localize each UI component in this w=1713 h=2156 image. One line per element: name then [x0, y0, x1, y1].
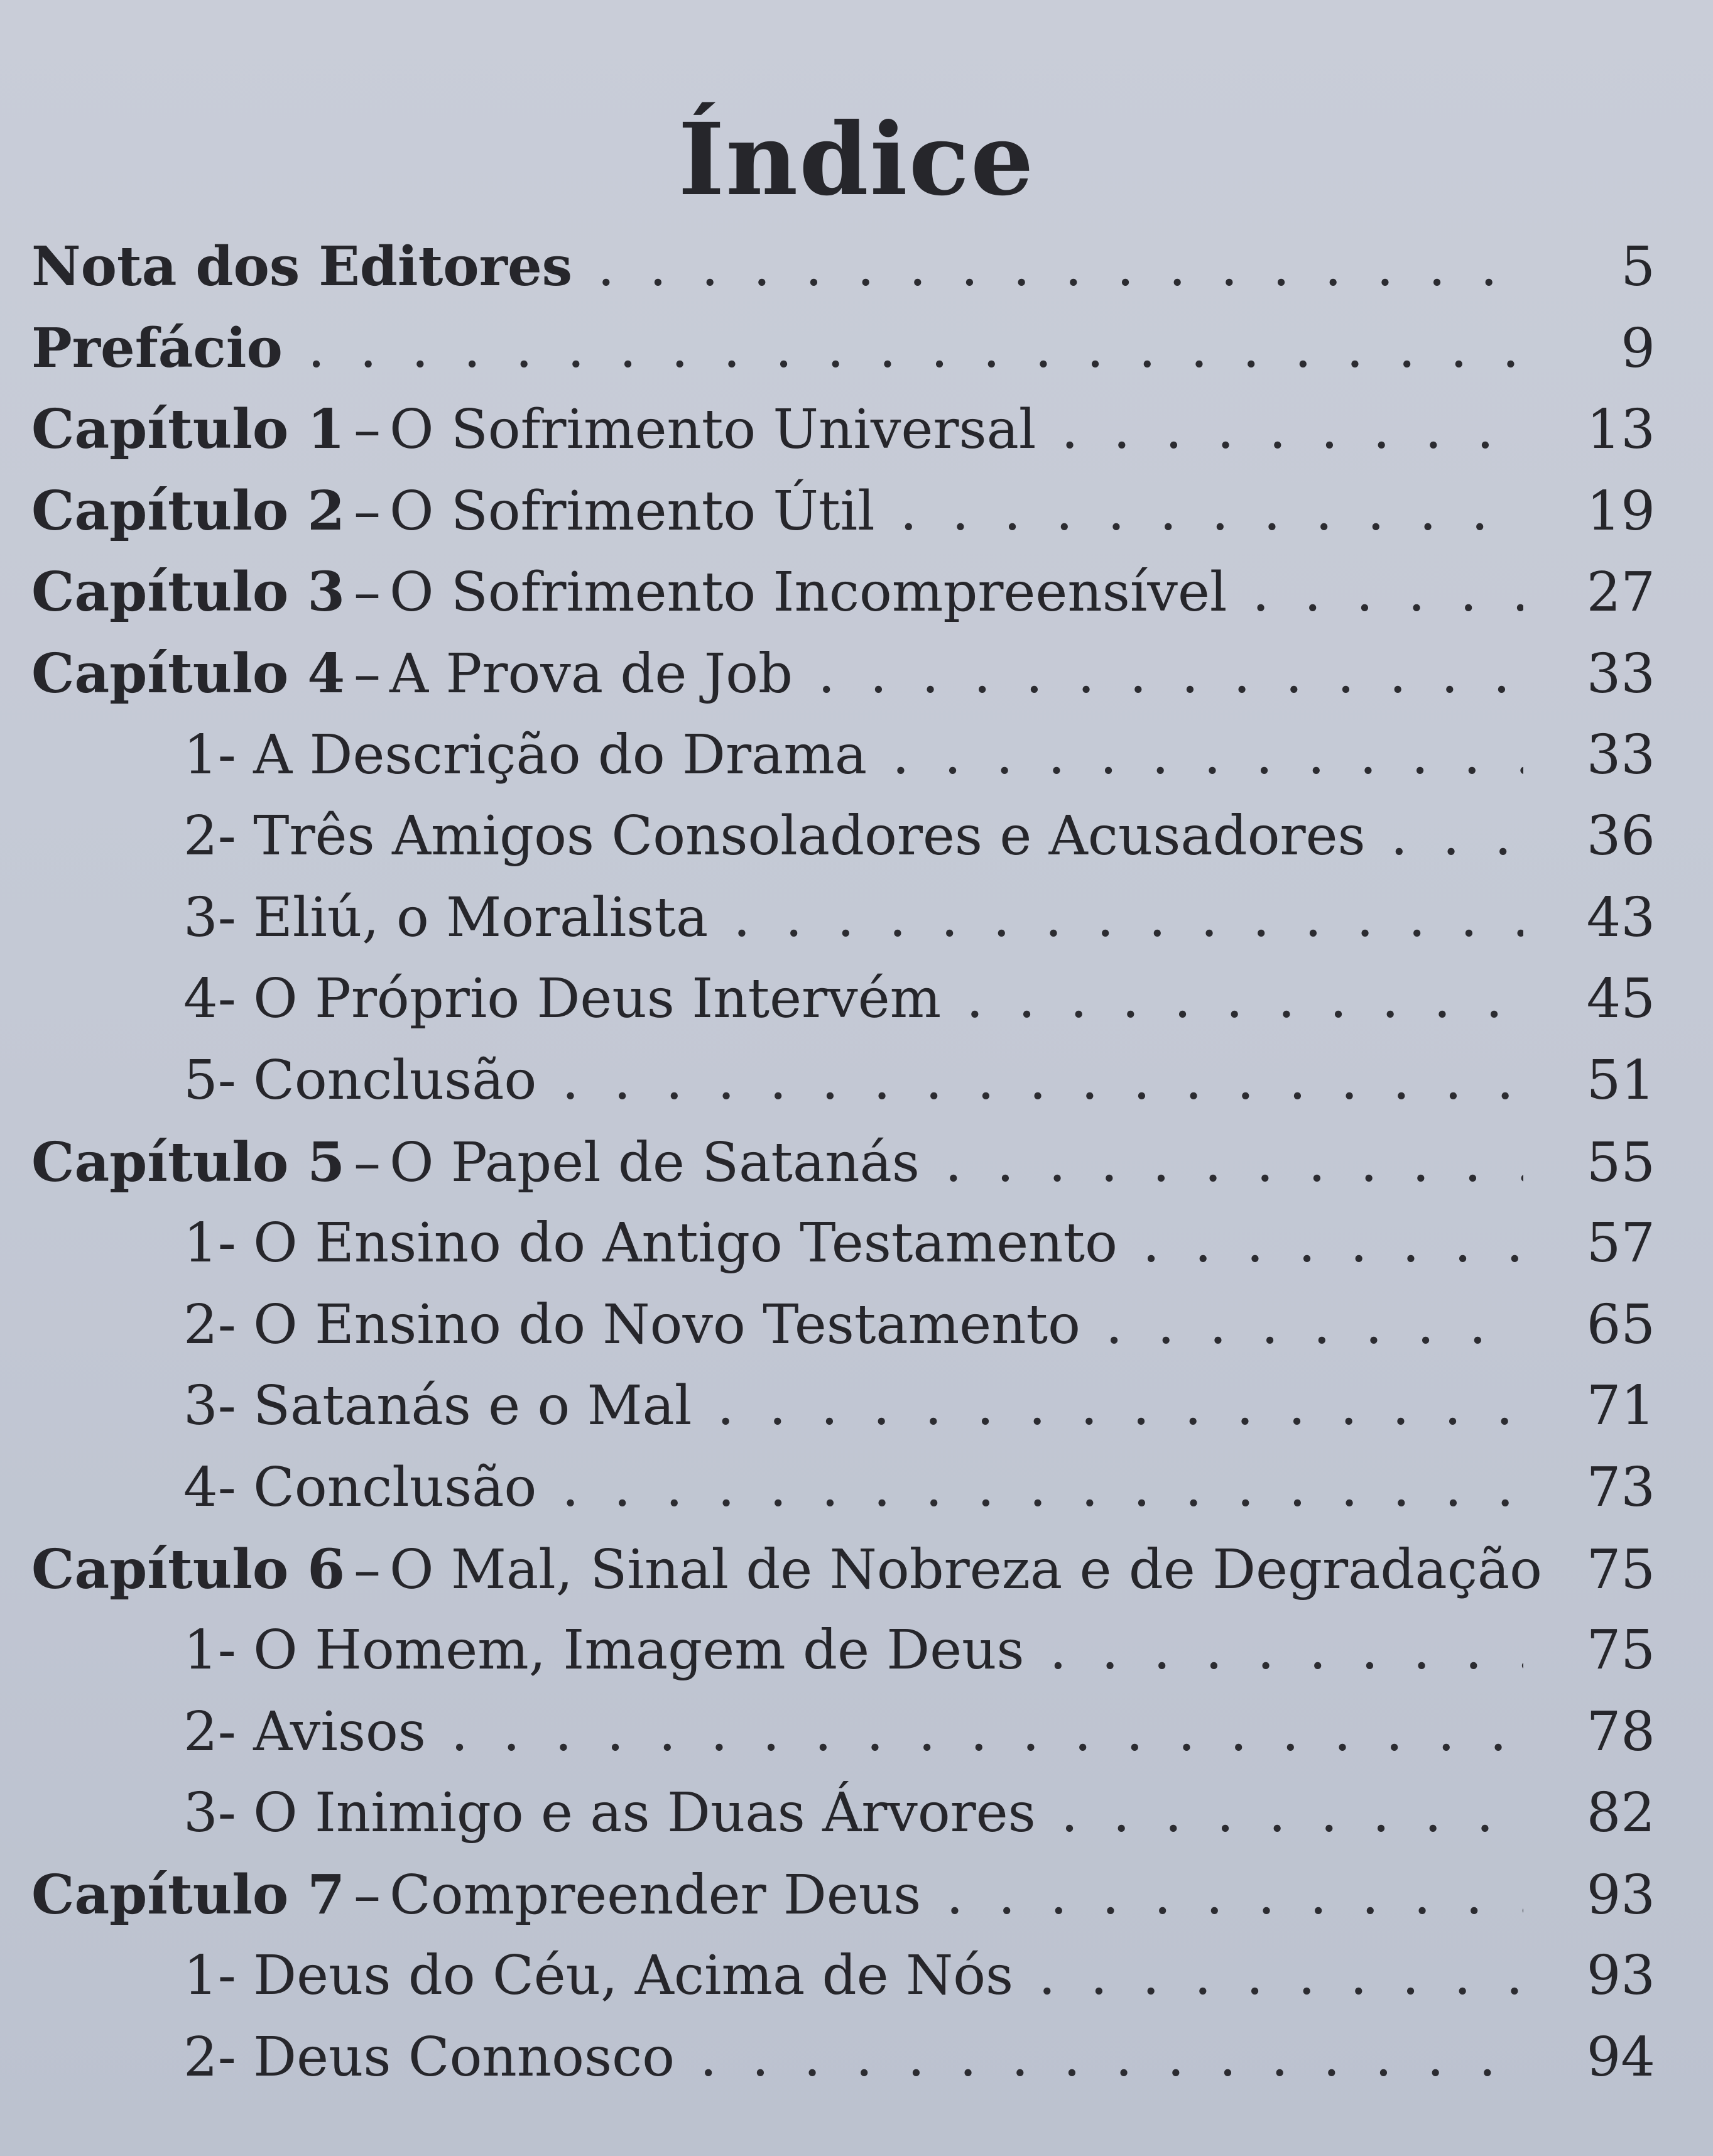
toc-entry-title: [31, 1122, 920, 1204]
toc-entry-text: 2- Avisos: [183, 1700, 426, 1763]
toc-entry-title: [183, 1610, 1025, 1692]
toc-page-number: 43: [1586, 886, 1655, 949]
toc-entry-title: [31, 1529, 1555, 1611]
dot-leader: [966, 959, 1523, 1040]
toc-entry-text: 3- Satanás e o Mal: [183, 1375, 692, 1438]
toc-entry-heading: Capítulo 3: [31, 560, 345, 624]
toc-entry-text: 4- Conclusão: [183, 1456, 537, 1519]
toc-page-number: 33: [1586, 723, 1655, 787]
toc-subentry: [0, 796, 1713, 878]
toc-entry-title: [183, 878, 708, 959]
toc-dash: –: [354, 642, 381, 705]
dot-leader: [1143, 1203, 1523, 1285]
page-title: Índice: [678, 101, 1035, 218]
toc-entry-text: 1- A Descrição do Drama: [183, 723, 867, 787]
toc-subentry: [0, 1366, 1713, 1447]
toc-entry-title: [183, 1773, 1036, 1854]
dot-leader: [308, 308, 1523, 390]
toc-page-number: 75: [1586, 1619, 1655, 1682]
dot-leader: [1038, 1936, 1523, 2017]
toc-page-number: 57: [1586, 1212, 1655, 1275]
dot-leader: [1252, 552, 1523, 634]
toc-page-number: 93: [1586, 1863, 1655, 1927]
toc-entry-title: [183, 796, 1366, 878]
toc-subentry: [0, 1773, 1713, 1854]
toc-page-number: 45: [1586, 967, 1655, 1031]
dot-leader: [892, 715, 1523, 797]
toc-page-number: 94: [1586, 2026, 1655, 2089]
dot-leader: [733, 878, 1523, 959]
toc-entry-heading: Capítulo 7: [31, 1863, 345, 1927]
toc-entry-text: O Sofrimento Útil: [389, 479, 875, 543]
dot-leader: [700, 2017, 1523, 2099]
toc-entry: [0, 1529, 1713, 1611]
dot-leader: [1106, 1285, 1523, 1366]
toc-subentry: [0, 1285, 1713, 1366]
toc-subentry: [0, 1692, 1713, 1773]
dot-leader: [818, 634, 1523, 716]
toc-page-number: 36: [1586, 805, 1655, 868]
toc-dash: –: [354, 398, 381, 462]
toc-entry-text: 3- O Inimigo e as Duas Árvores: [183, 1782, 1036, 1845]
toc-entry-title: [183, 1936, 1013, 2017]
toc-entry-text: Compreender Deus: [389, 1863, 922, 1927]
toc-subentry: [0, 1447, 1713, 1529]
toc-page-number: 9: [1621, 317, 1655, 380]
dot-leader: [451, 1692, 1523, 1773]
toc-entry-heading: Prefácio: [31, 316, 283, 380]
toc-entry: [0, 1854, 1713, 1936]
toc-entry-text: A Prova de Job: [389, 642, 793, 705]
toc-dash: –: [354, 1538, 381, 1601]
toc-entry-heading: Capítulo 5: [31, 1130, 345, 1194]
toc-page-number: 71: [1586, 1375, 1655, 1438]
toc-entry: [0, 1122, 1713, 1204]
toc-subentry: [0, 878, 1713, 959]
toc-entry-text: O Sofrimento Universal: [389, 398, 1036, 462]
toc-entry: [0, 308, 1713, 389]
dot-leader: [562, 1040, 1523, 1122]
dot-leader: [717, 1366, 1523, 1447]
dot-leader: [1061, 389, 1523, 471]
toc-entry-title: [31, 552, 1227, 634]
toc-page-number: 73: [1586, 1456, 1655, 1519]
toc-entry-text: 2- Três Amigos Consoladores e Acusadores: [183, 805, 1366, 868]
dot-leader: [1391, 796, 1523, 878]
toc-entry-text: 1- O Ensino do Antigo Testamento: [183, 1212, 1118, 1275]
toc-page-number: 5: [1621, 236, 1655, 298]
toc-entry: [0, 389, 1713, 471]
toc-subentry: [0, 959, 1713, 1040]
toc-entry: [0, 471, 1713, 552]
toc-dash: –: [354, 479, 381, 543]
toc-entry-title: [183, 1203, 1118, 1285]
toc-dash: –: [354, 561, 381, 624]
toc-entry: [0, 226, 1713, 308]
dot-leader: [1050, 1610, 1523, 1692]
toc-entry-title: [31, 308, 283, 390]
toc-entry-heading: Capítulo 4: [31, 641, 345, 705]
toc-subentry: [0, 1203, 1713, 1285]
toc-subentry: [0, 1610, 1713, 1692]
toc-entry-title: [31, 389, 1036, 471]
toc-page-number: 93: [1586, 1944, 1655, 2008]
toc-entry-heading: Nota dos Editores: [31, 235, 573, 298]
toc-page-number: 78: [1586, 1700, 1655, 1763]
toc-entry: [0, 552, 1713, 633]
toc-entry-title: [183, 1040, 536, 1122]
toc-entry-title: [183, 1366, 692, 1447]
toc-entry-text: O Sofrimento Incompreensível: [389, 561, 1227, 624]
toc-entry-title: [183, 715, 867, 797]
toc-entry-heading: Capítulo 2: [31, 479, 345, 543]
toc-page-number: 33: [1586, 642, 1655, 705]
dot-leader: [900, 471, 1523, 553]
toc-dash: –: [354, 1863, 381, 1927]
toc-entry-title: [183, 1447, 536, 1529]
toc-dash: –: [354, 1131, 381, 1194]
toc-entry-text: 4- O Próprio Deus Intervém: [183, 967, 942, 1031]
dot-leader: [1061, 1773, 1523, 1854]
toc-entry-text: 2- Deus Connosco: [183, 2026, 675, 2089]
toc-entry-text: 5- Conclusão: [183, 1048, 537, 1112]
toc-subentry: [0, 715, 1713, 797]
toc-entry-title: [31, 226, 572, 308]
dot-leader: [946, 1855, 1523, 1937]
toc-entry-text: 2- O Ensino do Novo Testamento: [183, 1293, 1080, 1356]
toc-entry-title: [183, 2017, 675, 2099]
toc-entry-heading: Capítulo 6: [31, 1537, 345, 1601]
toc-page-number: 27: [1586, 561, 1655, 624]
toc-entry: [0, 633, 1713, 715]
toc-page-number: 65: [1586, 1293, 1655, 1356]
toc-page-number: 13: [1586, 398, 1655, 462]
toc-entry-text: O Mal, Sinal de Nobreza e de Degradação: [389, 1538, 1542, 1601]
table-of-contents: [0, 226, 1713, 2099]
toc-subentry: [0, 2017, 1713, 2099]
toc-page-number: 55: [1586, 1131, 1655, 1194]
toc-entry-text: 3- Eliú, o Moralista: [183, 886, 709, 949]
toc-entry-title: [183, 1692, 426, 1773]
toc-entry-text: 1- Deus do Céu, Acima de Nós: [183, 1944, 1014, 2008]
toc-entry-title: [31, 471, 875, 553]
toc-entry-text: 1- O Homem, Imagem de Deus: [183, 1619, 1025, 1682]
toc-entry-heading: Capítulo 1: [31, 398, 345, 462]
toc-entry-title: [183, 959, 941, 1040]
toc-subentry: [0, 1040, 1713, 1122]
dot-leader: [562, 1447, 1523, 1529]
toc-subentry: [0, 1936, 1713, 2017]
toc-entry-title: [31, 633, 793, 716]
toc-page-number: 82: [1586, 1782, 1655, 1845]
toc-entry-title: [183, 1285, 1080, 1366]
toc-page-number: 75: [1586, 1538, 1655, 1601]
toc-entry-text: O Papel de Satanás: [389, 1131, 920, 1194]
toc-page-number: 51: [1586, 1048, 1655, 1112]
toc-page-number: 19: [1586, 479, 1655, 543]
dot-leader: [597, 227, 1523, 308]
toc-entry-title: [31, 1854, 921, 1937]
dot-leader: [945, 1123, 1523, 1204]
